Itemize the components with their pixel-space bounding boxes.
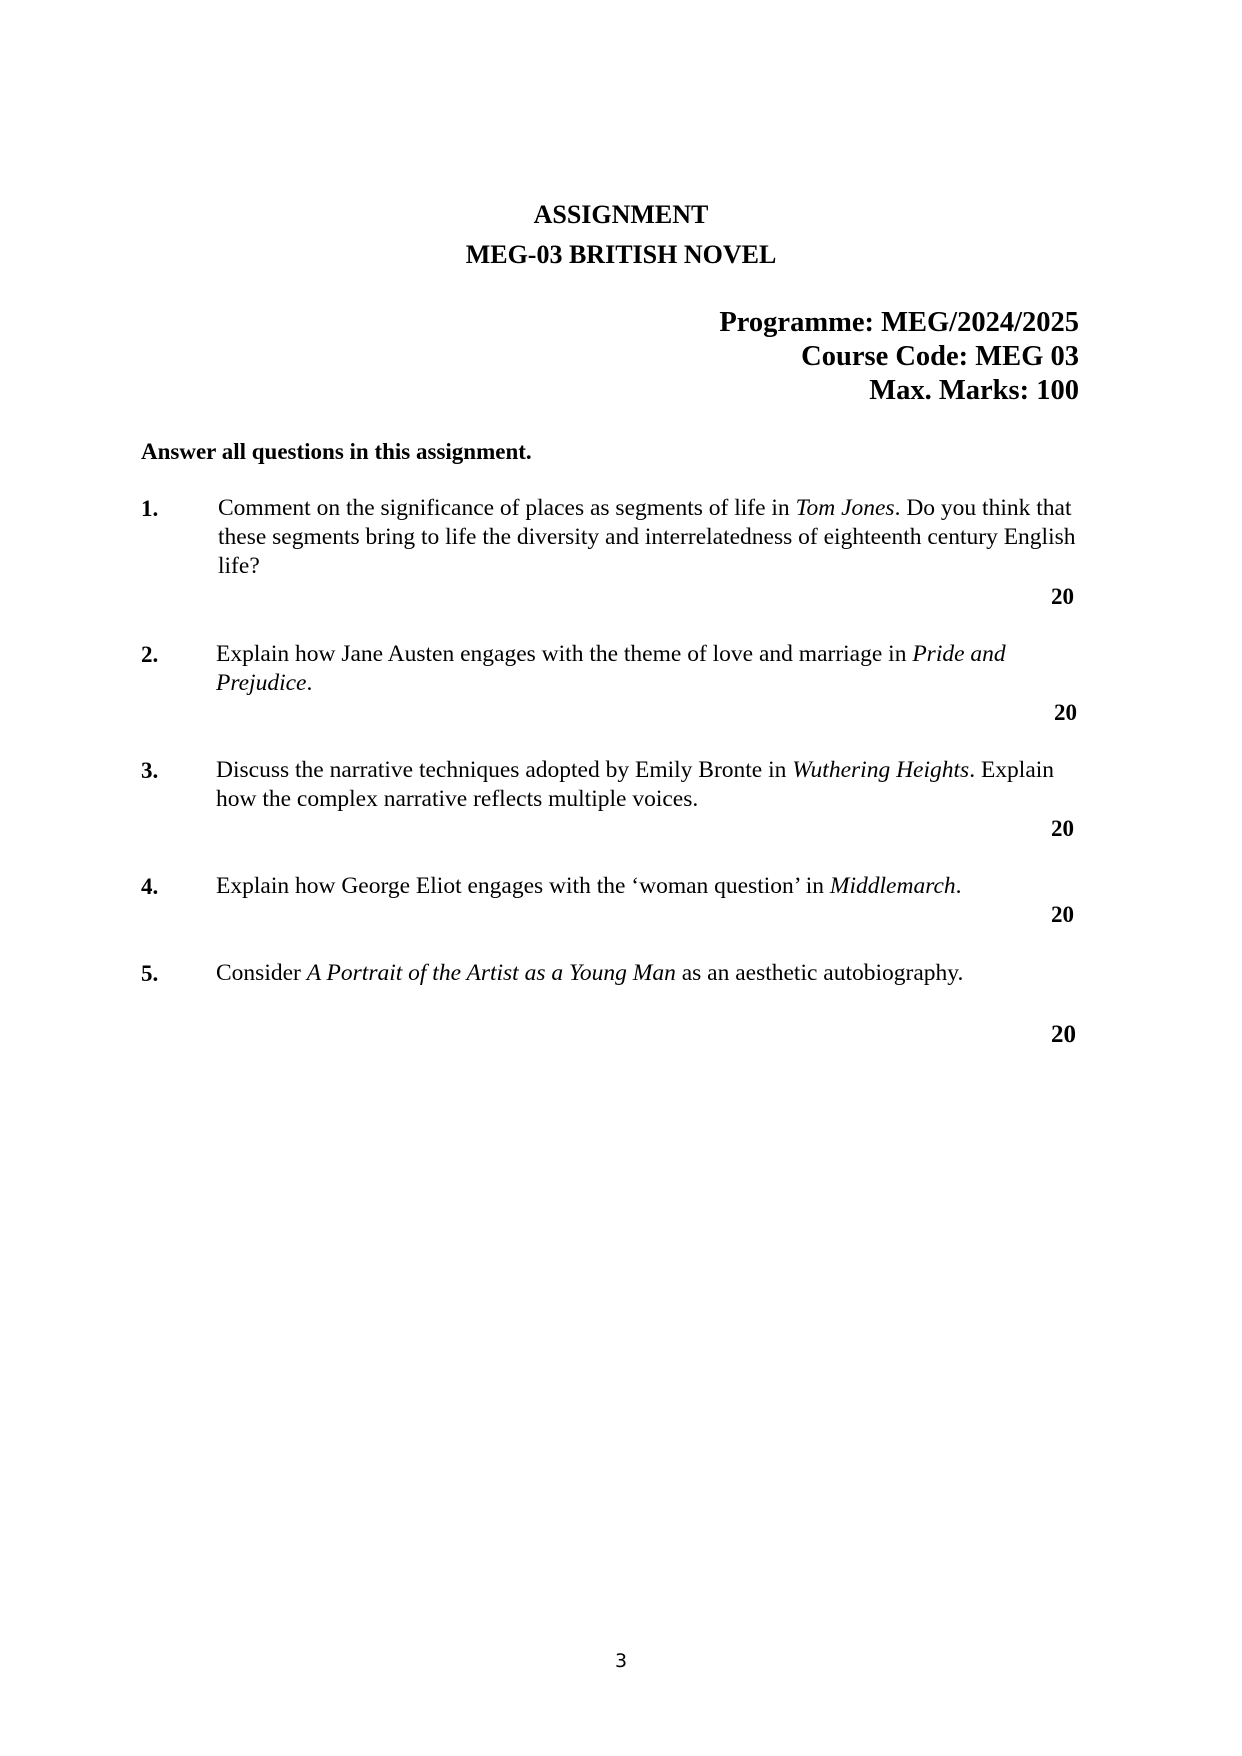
- question-text: Discuss the narrative techniques adopted by Emily Bronte in Wuthering Heights. Explain how the complex narrative reflects multiple voices.: [216, 757, 1055, 812]
- question-number: 5.: [141, 961, 159, 986]
- course-code-label: Course Code: MEG 03: [801, 341, 1079, 372]
- question-number: 4.: [141, 874, 159, 899]
- question-number: 3.: [141, 758, 159, 783]
- question-text: Consider A Portrait of the Artist as a Young Man as an aesthetic autobiography.: [216, 960, 964, 986]
- question-text: Explain how Jane Austen engages with the theme of love and marriage in Pride and Prejudice.: [216, 641, 1006, 696]
- assignment-heading: ASSIGNMENT: [533, 200, 709, 229]
- programme-label: Programme: MEG/2024/2025: [719, 307, 1079, 338]
- question-text: Comment on the significance of places as segments of life in Tom Jones. Do you think that these segments bring to life the diversity and interrelatedness of eighteenth century English life?: [218, 495, 1076, 579]
- page-number: 3: [614, 1650, 628, 1672]
- question-text: Explain how George Eliot engages with the ‘woman question’ in Middlemarch.: [216, 873, 962, 899]
- question-number: 2.: [141, 642, 159, 667]
- question-marks: 20: [1051, 584, 1074, 609]
- course-title: MEG-03 BRITISH NOVEL: [465, 240, 777, 269]
- question-number: 1.: [141, 496, 159, 521]
- novel-title: Pride and Prejudice: [216, 641, 1006, 696]
- question-marks: 20: [1054, 700, 1077, 725]
- novel-title: Middlemarch: [829, 873, 956, 899]
- instruction-text: Answer all questions in this assignment.: [141, 439, 532, 464]
- question-marks: 20: [1051, 902, 1074, 927]
- novel-title: Wuthering Heights: [792, 757, 970, 783]
- question-marks: 20: [1051, 816, 1074, 841]
- max-marks-label: Max. Marks: 100: [869, 375, 1079, 406]
- novel-title: Tom Jones: [795, 495, 895, 521]
- question-marks: 20: [1051, 1021, 1076, 1048]
- novel-title: A Portrait of the Artist as a Young Man: [306, 960, 676, 986]
